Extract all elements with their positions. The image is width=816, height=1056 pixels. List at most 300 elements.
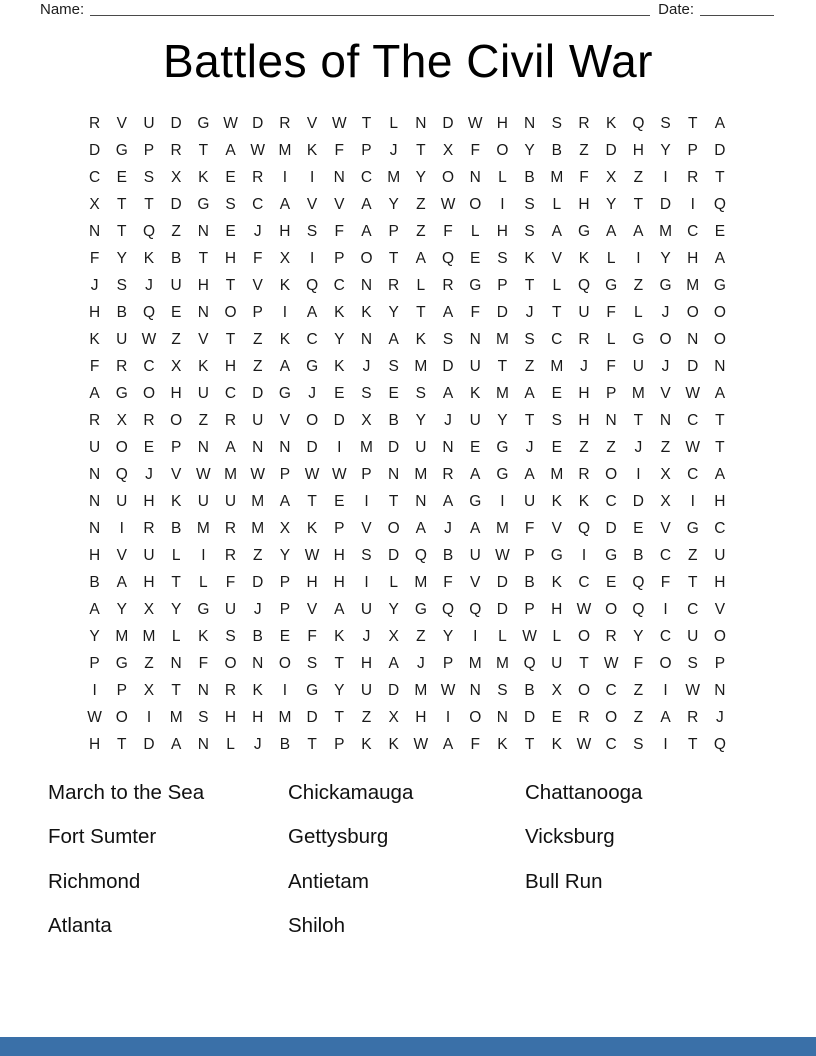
grid-letter: D xyxy=(659,195,672,213)
grid-letter: P xyxy=(89,654,100,672)
grid-letter: L xyxy=(416,276,426,294)
grid-letter: J xyxy=(90,276,99,294)
grid-letter: Y xyxy=(279,546,291,564)
grid-letter: N xyxy=(415,114,427,132)
grid-letter: D xyxy=(496,303,508,321)
grid-letter: L xyxy=(171,546,181,564)
grid-letter: H xyxy=(88,735,101,753)
grid-letter: K xyxy=(306,141,318,159)
grid-letter: T xyxy=(687,735,698,753)
word-list-column-3 xyxy=(525,782,642,915)
grid-letter: V xyxy=(361,519,372,537)
grid-letter: G xyxy=(306,681,319,699)
grid-letter: P xyxy=(524,546,535,564)
grid-letter: H xyxy=(415,708,427,726)
grid-letter: K xyxy=(524,249,535,267)
grid-letter: B xyxy=(89,573,100,591)
grid-letter: F xyxy=(470,303,480,321)
grid-letter: I xyxy=(309,168,315,186)
grid-letter: O xyxy=(469,708,482,726)
grid-letter: M xyxy=(224,465,237,483)
grid-letter: W xyxy=(576,735,592,753)
grid-letter: Y xyxy=(116,600,127,618)
grid-letter: J xyxy=(145,276,153,294)
grid-letter: J xyxy=(253,222,262,240)
grid-letter: B xyxy=(388,411,399,429)
grid-letter: N xyxy=(252,654,264,672)
grid-letter: Q xyxy=(469,600,482,618)
grid-letter: D xyxy=(88,141,101,159)
grid-letter: Y xyxy=(334,681,345,699)
grid-letter: D xyxy=(252,573,264,591)
grid-letter: S xyxy=(361,384,372,402)
grid-letter: E xyxy=(116,168,127,186)
grid-letter: V xyxy=(470,573,481,591)
grid-letter: Z xyxy=(633,681,644,699)
grid-letter: A xyxy=(415,249,427,267)
grid-letter: I xyxy=(473,627,478,645)
grid-letter: F xyxy=(606,357,616,375)
grid-letter: O xyxy=(442,168,455,186)
grid-letter: D xyxy=(252,384,264,402)
grid-letter: U xyxy=(523,492,536,510)
word-list-item: Fort Sumter xyxy=(48,825,157,849)
grid-letter: I xyxy=(92,681,97,699)
grid-letter: L xyxy=(634,303,643,321)
grid-letter: I xyxy=(690,492,695,510)
grid-letter: W xyxy=(685,438,701,456)
grid-letter: W xyxy=(522,627,537,645)
grid-letter: S xyxy=(198,708,209,726)
grid-letter: C xyxy=(143,357,155,375)
grid-letter: V xyxy=(252,276,263,294)
grid-letter: A xyxy=(89,600,100,618)
grid-letter: M xyxy=(414,573,428,591)
grid-letter: I xyxy=(282,168,288,186)
grid-letter: H xyxy=(714,573,726,591)
grid-letter: M xyxy=(659,222,672,240)
grid-letter: R xyxy=(687,168,699,186)
grid-letter: L xyxy=(199,573,208,591)
grid-letter: Q xyxy=(142,222,155,240)
grid-letter: A xyxy=(361,195,372,213)
grid-letter: R xyxy=(224,411,237,429)
grid-letter: R xyxy=(88,411,101,429)
grid-letter: T xyxy=(579,654,589,672)
grid-letter: K xyxy=(551,492,562,510)
grid-letter: H xyxy=(578,195,590,213)
grid-letter: J xyxy=(716,708,724,726)
grid-letter: P xyxy=(143,141,155,159)
grid-letter: K xyxy=(470,384,481,402)
grid-letter: L xyxy=(606,249,616,267)
grid-letter: N xyxy=(197,222,209,240)
grid-letter: X xyxy=(361,411,372,429)
grid-letter: S xyxy=(524,222,535,240)
grid-letter: L xyxy=(606,330,616,348)
grid-letter: B xyxy=(170,249,182,267)
grid-letter: Z xyxy=(579,141,589,159)
grid-letter: Z xyxy=(171,222,181,240)
grid-letter: O xyxy=(115,438,128,456)
grid-letter: J xyxy=(661,303,670,321)
grid-letter: S xyxy=(143,168,155,186)
grid-letter: U xyxy=(88,438,101,456)
grid-letter: D xyxy=(306,438,318,456)
grid-letter: J xyxy=(253,600,262,618)
grid-letter: D xyxy=(170,114,182,132)
grid-letter: X xyxy=(89,195,100,213)
grid-letter: G xyxy=(550,546,563,564)
grid-letter: Z xyxy=(252,357,263,375)
grid-letter: R xyxy=(143,519,155,537)
grid-letter: T xyxy=(524,411,535,429)
grid-letter: Q xyxy=(713,195,726,213)
grid-letter: U xyxy=(116,492,128,510)
grid-letter: D xyxy=(523,708,536,726)
grid-letter: Y xyxy=(524,141,535,159)
grid-letter: G xyxy=(115,384,128,402)
grid-letter: N xyxy=(415,492,427,510)
grid-letter: X xyxy=(388,708,399,726)
grid-letter: E xyxy=(470,249,481,267)
grid-letter: Z xyxy=(252,546,263,564)
grid-letter: A xyxy=(361,222,372,240)
grid-letter: C xyxy=(687,222,699,240)
grid-letter: Z xyxy=(361,708,372,726)
grid-letter: E xyxy=(605,573,617,591)
grid-letter: L xyxy=(552,276,562,294)
grid-letter: U xyxy=(360,681,373,699)
grid-letter: T xyxy=(416,141,426,159)
grid-letter: I xyxy=(663,681,668,699)
grid-letter: V xyxy=(306,114,318,132)
grid-letter: J xyxy=(253,735,262,753)
grid-letter: C xyxy=(360,168,373,186)
grid-letter: H xyxy=(306,573,318,591)
grid-letter: C xyxy=(88,168,101,186)
grid-letter: T xyxy=(633,195,644,213)
grid-letter: H xyxy=(333,573,345,591)
grid-letter: P xyxy=(361,141,372,159)
grid-letter: Y xyxy=(388,303,399,321)
grid-letter: V xyxy=(279,411,291,429)
grid-letter: U xyxy=(551,654,563,672)
grid-letter: Z xyxy=(579,438,589,456)
grid-letter: U xyxy=(469,546,481,564)
word-list-item: Antietam xyxy=(288,869,369,893)
grid-letter: A xyxy=(388,330,399,348)
grid-letter: L xyxy=(552,627,562,645)
grid-letter: W xyxy=(685,384,701,402)
grid-letter: A xyxy=(225,438,236,456)
grid-letter: J xyxy=(362,357,371,375)
grid-letter: W xyxy=(467,114,483,132)
grid-letter: U xyxy=(143,546,155,564)
grid-letter: U xyxy=(360,600,373,618)
grid-letter: N xyxy=(523,114,536,132)
grid-letter: U xyxy=(578,303,590,321)
grid-letter: C xyxy=(333,276,345,294)
grid-letter: R xyxy=(578,330,590,348)
grid-letter: L xyxy=(389,114,398,132)
grid-letter: G xyxy=(197,195,210,213)
word-list-item: Vicksburg xyxy=(525,825,615,849)
grid-letter: A xyxy=(279,357,291,375)
grid-letter: T xyxy=(715,438,725,456)
grid-letter: A xyxy=(470,465,481,483)
grid-letter: F xyxy=(252,249,263,267)
grid-letter: R xyxy=(442,276,454,294)
grid-letter: I xyxy=(663,600,668,618)
grid-letter: D xyxy=(496,573,508,591)
grid-letter: S xyxy=(524,330,535,348)
grid-letter: O xyxy=(170,411,183,429)
grid-letter: K xyxy=(89,330,100,348)
grid-letter: U xyxy=(116,330,128,348)
grid-letter: H xyxy=(578,411,590,429)
grid-letter: P xyxy=(361,465,372,483)
grid-letter: A xyxy=(442,303,454,321)
grid-letter: Z xyxy=(198,411,209,429)
grid-letter: V xyxy=(116,546,127,564)
grid-letter: H xyxy=(252,708,264,726)
grid-letter: F xyxy=(470,141,480,159)
grid-letter: J xyxy=(389,141,398,159)
grid-letter: V xyxy=(551,249,562,267)
grid-letter: M xyxy=(387,168,401,186)
grid-letter: Z xyxy=(252,330,263,348)
grid-letter: U xyxy=(224,492,237,510)
grid-letter: K xyxy=(198,168,209,186)
grid-letter: O xyxy=(605,465,618,483)
grid-letter: R xyxy=(143,411,155,429)
grid-letter: S xyxy=(660,114,671,132)
grid-letter: K xyxy=(551,573,562,591)
grid-letter: N xyxy=(252,438,264,456)
grid-letter: Q xyxy=(577,276,590,294)
grid-letter: M xyxy=(251,492,265,510)
grid-letter: R xyxy=(578,708,590,726)
grid-letter: C xyxy=(224,384,237,402)
grid-letter: P xyxy=(279,600,291,618)
grid-letter: O xyxy=(496,141,509,159)
name-blank-line xyxy=(90,4,650,16)
grid-letter: J xyxy=(444,519,452,537)
grid-letter: A xyxy=(279,195,291,213)
grid-letter: G xyxy=(197,114,210,132)
grid-letter: Q xyxy=(442,600,455,618)
grid-letter: A xyxy=(470,519,481,537)
grid-letter: R xyxy=(88,114,101,132)
grid-letter: N xyxy=(659,411,672,429)
grid-letter: W xyxy=(250,141,266,159)
grid-letter: X xyxy=(279,249,291,267)
grid-letter: R xyxy=(442,465,454,483)
grid-letter: G xyxy=(414,600,427,618)
grid-letter: K xyxy=(605,114,617,132)
grid-letter: Z xyxy=(171,330,181,348)
grid-letter: Y xyxy=(334,330,345,348)
grid-letter: T xyxy=(715,168,725,186)
grid-letter: N xyxy=(687,330,699,348)
grid-letter: R xyxy=(224,519,237,537)
grid-letter: I xyxy=(282,681,288,699)
grid-letter: A xyxy=(388,654,399,672)
grid-letter: U xyxy=(632,357,644,375)
grid-letter: G xyxy=(713,276,726,294)
grid-letter: N xyxy=(88,222,101,240)
grid-letter: C xyxy=(551,330,563,348)
grid-letter: U xyxy=(224,600,237,618)
grid-letter: M xyxy=(550,357,564,375)
grid-letter: Q xyxy=(577,519,590,537)
grid-letter: D xyxy=(388,546,400,564)
grid-letter: H xyxy=(687,249,699,267)
grid-letter: P xyxy=(442,654,454,672)
grid-letter: T xyxy=(497,357,508,375)
grid-letter: M xyxy=(495,519,509,537)
grid-letter: Z xyxy=(633,708,644,726)
grid-letter: N xyxy=(605,411,617,429)
grid-letter: T xyxy=(687,573,698,591)
grid-letter: H xyxy=(496,222,508,240)
grid-letter: K xyxy=(361,303,372,321)
grid-letter: T xyxy=(144,195,154,213)
grid-letter: M xyxy=(360,438,373,456)
grid-letter: W xyxy=(576,600,592,618)
grid-letter: F xyxy=(443,222,453,240)
grid-letter: X xyxy=(116,411,127,429)
grid-letter: K xyxy=(252,681,263,699)
grid-letter: I xyxy=(337,438,342,456)
grid-letter: O xyxy=(713,627,726,645)
grid-letter: D xyxy=(388,681,400,699)
grid-letter: J xyxy=(525,438,534,456)
grid-letter: H xyxy=(88,303,101,321)
grid-letter: O xyxy=(387,519,400,537)
grid-letter: I xyxy=(690,195,695,213)
grid-letter: K xyxy=(497,735,508,753)
grid-letter: H xyxy=(224,708,237,726)
grid-letter: T xyxy=(117,195,127,213)
grid-letter: W xyxy=(440,681,456,699)
grid-letter: B xyxy=(551,141,562,159)
grid-letter: Y xyxy=(660,249,671,267)
grid-letter: M xyxy=(278,708,292,726)
grid-letter: N xyxy=(469,330,481,348)
grid-letter: A xyxy=(442,735,454,753)
grid-letter: A xyxy=(714,114,726,132)
grid-letter: O xyxy=(659,654,672,672)
grid-letter: M xyxy=(251,519,265,537)
grid-letter: G xyxy=(197,600,210,618)
grid-letter: Z xyxy=(606,438,616,456)
grid-letter: O xyxy=(224,654,237,672)
grid-letter: I xyxy=(146,708,152,726)
grid-letter: G xyxy=(605,546,618,564)
grid-letter: K xyxy=(198,357,209,375)
grid-letter: P xyxy=(334,249,345,267)
grid-letter: D xyxy=(143,735,155,753)
grid-letter: L xyxy=(226,735,235,753)
grid-letter: G xyxy=(306,357,319,375)
grid-letter: N xyxy=(197,303,209,321)
grid-letter: A xyxy=(170,735,182,753)
grid-letter: B xyxy=(442,546,454,564)
grid-letter: G xyxy=(469,492,482,510)
grid-letter: C xyxy=(687,465,699,483)
grid-letter: S xyxy=(687,654,698,672)
word-list-item: Richmond xyxy=(48,869,141,893)
grid-letter: A xyxy=(633,222,644,240)
grid-letter: D xyxy=(496,600,508,618)
grid-letter: O xyxy=(577,681,590,699)
grid-letter: B xyxy=(524,681,535,699)
date-label: Date: xyxy=(658,1,694,18)
grid-letter: Y xyxy=(388,195,399,213)
grid-letter: E xyxy=(143,438,155,456)
grid-letter: A xyxy=(524,465,535,483)
grid-letter: S xyxy=(551,411,562,429)
grid-letter: H xyxy=(279,222,291,240)
word-list-item: Bull Run xyxy=(525,869,603,893)
grid-letter: M xyxy=(495,654,509,672)
grid-letter: N xyxy=(714,681,726,699)
grid-letter: O xyxy=(142,384,155,402)
grid-letter: L xyxy=(171,627,181,645)
grid-letter: I xyxy=(445,708,451,726)
word-list-item: Gettysburg xyxy=(288,825,389,849)
grid-letter: N xyxy=(714,357,726,375)
grid-letter: I xyxy=(364,573,369,591)
grid-letter: Q xyxy=(632,600,645,618)
grid-letter: B xyxy=(170,519,182,537)
grid-letter: E xyxy=(279,627,291,645)
grid-letter: T xyxy=(715,411,725,429)
grid-letter: I xyxy=(500,492,505,510)
grid-letter: N xyxy=(197,735,209,753)
grid-letter: T xyxy=(171,573,181,591)
grid-letter: N xyxy=(197,681,209,699)
grid-letter: T xyxy=(552,303,562,321)
grid-letter: D xyxy=(632,492,644,510)
grid-letter: G xyxy=(577,222,590,240)
grid-letter: S xyxy=(551,114,562,132)
grid-letter: W xyxy=(331,114,347,132)
grid-letter: U xyxy=(252,411,264,429)
grid-letter: Z xyxy=(144,654,154,672)
grid-letter: E xyxy=(334,384,345,402)
grid-letter: T xyxy=(524,276,535,294)
grid-letter: O xyxy=(577,627,590,645)
word-search-grid xyxy=(81,110,734,758)
grid-letter: P xyxy=(279,573,291,591)
grid-letter: T xyxy=(225,330,236,348)
grid-letter: Q xyxy=(632,573,645,591)
grid-letter: L xyxy=(498,627,507,645)
word-list-item: Atlanta xyxy=(48,914,112,938)
grid-letter: C xyxy=(687,600,699,618)
grid-letter: N xyxy=(88,519,101,537)
grid-letter: G xyxy=(469,276,482,294)
grid-letter: X xyxy=(442,141,454,159)
grid-letter: K xyxy=(388,735,399,753)
grid-letter: Q xyxy=(115,465,128,483)
grid-letter: C xyxy=(714,519,726,537)
grid-letter: M xyxy=(414,465,428,483)
grid-letter: C xyxy=(306,330,318,348)
